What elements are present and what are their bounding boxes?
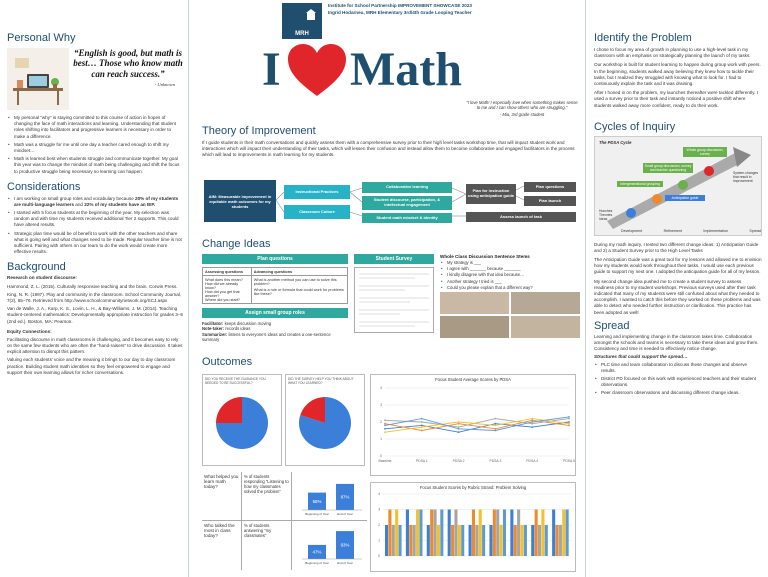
cycle-start-label: Hunches Theories Ideas [599,208,613,221]
table-cell [251,276,347,304]
data-point [384,423,386,425]
list-item: • Math was a struggle for me until one day a teacher cared enough to shift my mindset… [7,142,183,154]
bar [399,525,402,556]
i-love-math-banner [262,42,462,100]
student-survey-bar: Student Survey [354,254,434,264]
theory-heading: Theory of Improvement [202,125,316,137]
bar [552,510,555,557]
change-idea-box: Plan launch [524,196,576,206]
bar [413,525,416,556]
y-tick-label: 0 [378,554,380,559]
y-tick-label: 2 [380,420,382,425]
bar [419,510,422,557]
y-tick-label: 0 [380,454,382,459]
bar-value-label: 58% [312,498,322,504]
role-item [202,332,348,343]
assign-roles-bar: Assign small group roles [202,308,348,318]
data-point [568,423,570,425]
bar-category-label: Beginning of Year [305,561,329,565]
grouped-bar-chart-panel [370,482,576,572]
question: What does this mean? [205,277,243,282]
bar [520,525,523,556]
role-name: Facilitator: [202,321,224,326]
data-point [568,418,570,420]
bar [458,525,461,556]
list-item: • Math is learned best when students struggle and communicate together. My goal this year was to change the mindset of math being challenging and shift the focus to productive struggle being necessary so learning can happen. [7,156,183,175]
bar [434,510,437,557]
pie-chart-1 [203,387,281,463]
bar [517,510,520,557]
personal-why-list [7,115,183,175]
data-point [568,425,570,427]
data-point [531,426,533,428]
data-point [384,425,386,427]
bar-category-label: End of Year [337,561,353,565]
x-tick-label: PDSA 4 [526,459,539,463]
survey-question: What helped you learn math today? [202,472,242,520]
grouped-bar-chart [371,490,575,568]
survey-pct-label: % of students answering “my classmates” [242,521,292,570]
data-point [495,418,497,420]
list-item: • Could you please explain that a different way? [440,285,580,291]
data-point [458,421,460,423]
axis-label: Refinement [663,228,682,233]
data-point [421,421,423,423]
column-divider-left [188,0,189,577]
cycles-heading: Cycles of Inquiry [594,120,676,133]
bar [475,525,478,556]
bar [496,510,499,557]
primary-driver-box: Instructional Practices [284,185,350,199]
cycle-goal-label: System changes that result in improvement [733,170,759,183]
list-item: • I kindly disagree with that idea because… [440,272,580,278]
data-point [531,419,533,421]
role-name: Note-taker: [202,326,225,332]
question: What is a rule or formula that could work for problems like these? [253,287,344,296]
bar [510,510,513,557]
pie-chart-2 [286,387,364,463]
survey-results-grid [202,472,367,572]
table-row [203,276,348,304]
header-text [328,3,578,17]
pdsa-cycle-title: The PDSA Cycle [599,139,632,145]
column-header: Assessing questions [203,268,252,276]
bar [472,510,475,557]
line-chart-title: Focus Student Average Scores by PDSA [435,377,511,382]
pie-chart-2-panel [285,374,365,466]
line-chart [371,382,575,470]
bar-category-label: End of Year [337,512,353,516]
role-desc: listens to everyone’s ideas and creates a one-sentence summary [202,331,331,343]
data-point [458,423,460,425]
data-point [531,418,533,420]
line-chart-panel [370,374,576,476]
y-tick-label: 4 [380,386,382,391]
bold-text: 20% of my students are multi-language learners [14,195,179,207]
equity-paragraph: Valuing each students’ voice and the meaning it brings to our day to day classroom practice. Building student math identities so they feel empowered to engage and support their own learning allows for richer conversations. [7,357,176,375]
table-cell [203,276,252,304]
bold-text: 22% of my students have an IEP. [84,201,156,207]
bar [493,510,496,557]
bar [500,525,503,556]
personal-why-heading: Personal Why [7,32,76,44]
pie-chart-1-panel [202,374,282,466]
cycle-axis [621,229,761,233]
reference: Hammond, Z. L. (2015). Culturally responsive teaching and the brain. Corwin Press. [7,283,178,289]
reference: Van de Walle, J. A., Karp, K. S., Lovin, L. H., & Bay-Williams, J. M. (2014). Teaching student-centered mathematics: Developmentally appropriate instruction for grades 3–5 (2nd ed.). Boston, MA: Pearson. [7,306,183,324]
data-point [495,425,497,427]
reference: King, N. R. (1997). Play and community in the classroom. School Community Journal, 7(2), 65–76. Retrieved from http://www.schoolcommunitynetwork.org/SCJ.aspx [7,291,182,303]
data-point [495,423,497,425]
desk-illustration-icon [7,48,69,110]
y-tick-label: 1 [380,437,382,442]
data-point [421,425,423,427]
bar [482,525,485,556]
text: and [74,201,85,207]
plan-questions-bar: Plan questions [202,254,348,264]
bar [503,510,506,557]
banner-word-math: Math [350,43,462,96]
bar [469,525,472,556]
data-point [458,426,460,428]
bar [461,525,464,556]
axis-label: Development [621,228,643,233]
bar [566,510,569,557]
classroom-photo [511,316,580,338]
bar [559,525,562,556]
theory-text: If I guide students in their math conversations and quickly assess them with a comprehensive survey prior to their high level tasks workshop time, that will impact student work and interactions which will impact their understanding of their tasks, which will lessen their confusion and instead allow them to become collaborative and engaged facilitators in the process which will lead to improvements in math learning for my students. [202,140,575,158]
quote-attribution: - Unknown [154,82,175,88]
column-header: Advancing questions [251,268,347,276]
x-tick-label: PDSA 3 [489,459,502,463]
identify-heading: Identify the Problem [594,32,692,44]
x-tick-label: Baseline [378,459,392,463]
y-tick-label: 4 [378,492,380,497]
bar [440,510,443,557]
data-point [495,430,497,432]
driver-diagram [204,180,578,230]
data-point [384,419,386,421]
bar-value-label: 47% [312,549,322,555]
bar [514,525,517,556]
paragraph: During my math inquiry, I tested two different change ideas: 1) Anticipation Guide and 2) a Student Survey prior to the High Level Tasks [594,241,759,253]
secondary-driver-box: Student math mindset & identity [362,213,452,223]
bar [409,525,412,556]
spread-heading: Spread [594,319,630,332]
right-column [594,2,762,398]
list-item: • PLC time and team collaboration to discuss these changes and observe results. [594,362,762,374]
outcomes-heading: Outcomes [202,356,253,368]
bar [427,525,430,556]
equity-heading: Equity Connections: [7,328,52,334]
table-row [203,268,348,276]
bar [545,525,548,556]
data-point [458,431,460,433]
classroom-photos [440,292,580,338]
left-column [7,2,183,376]
list-item: • Peer classroom observations and discussing different change ideas. [594,390,762,396]
bar [541,510,544,557]
survey-worksheet-image [354,267,434,333]
data-point [458,428,460,430]
bar [451,525,454,556]
data-point [531,421,533,423]
survey-bar-chart-2 [292,521,367,570]
bar [454,510,457,557]
desk-illustration [7,48,69,110]
axis-label: Implementation [703,228,728,233]
pie-chart-2-title: DID THE SURVEY HELP YOU THINK ABOUT WHAT YOU LEARNED? [288,377,354,385]
cycle-arrow-label: Anticipation guide [665,195,705,201]
roles-list [202,321,348,343]
survey-question: Who talked the most in class today? [202,521,242,570]
bar [524,525,527,556]
x-tick-label: PDSA 2 [452,459,465,463]
y-tick-label: 1 [378,538,380,543]
bar [531,525,534,556]
author-line: Ingrid Hodarneu, MRH Elementary 3rd/4th Grade Looping Teacher [328,9,472,15]
bar [388,510,391,557]
text: I am working on small group roles and vocabulary because [14,195,136,201]
classroom-photo [511,292,580,314]
data-point [531,423,533,425]
paragraph: The Anticipation Guide was a great tool for my lessons and allowed me to envision how my students would work throughout their tasks. I would use each previous guide to support my next one. I adopted the anticipation guide for all of my lesson. [594,257,762,275]
list-item [7,196,183,208]
grouped-bar-chart-title: Focus Student Scores by Rubric Strand: Problem Solving [419,485,527,490]
change-ideas-heading: Change Ideas [202,238,271,250]
structures-heading: Structures that could support the spread… [594,354,688,360]
banner-word-i: I [262,43,281,96]
equity-paragraph: Facilitating discourse in math classrooms is challenging, and it becomes easy to rely on the same few students who are often the “hand-raisers” to drive discussion. It takes explicit attention to disrupt this pattern. [7,336,183,355]
paragraph: After I honed in on the problem, my launches thereafter were tackled differently. I used a survey prior to their task and instantly noticed a positive shift where students walked away more confident, ready to do their work. [594,90,759,108]
stems-title: Whole Class Discussion Sentence Stems [440,254,530,259]
cycle-arrow-label: Whole group discussion, survey [683,147,727,157]
change-idea-box: Plan questions [524,182,576,192]
list-item: • District PD focused on this work with experienced teachers and their student observations. [594,376,762,388]
bar [406,510,409,557]
bar [489,525,492,556]
pie-chart-1-title: DID YOU RECEIVE THE GUIDANCE YOU NEEDED TO BE SUCCESSFUL? [205,377,266,385]
data-point [421,430,423,432]
y-tick-label: 2 [378,523,380,528]
y-tick-label: 3 [380,403,382,408]
student-quote-attribution: - Mia, 3rd grade student [499,111,545,117]
school-logo [282,3,322,39]
personal-why-quote: “English is good, but math is best… Those who know math can reach success.” [73,48,183,79]
paragraph: I chose to focus my area of growth in planning to use a high-level task in my classroom with an emphasis on strategically planning the launch of my tasks. [594,47,751,59]
bar [448,510,451,557]
heart-icon [288,44,346,98]
spread-list [594,362,762,397]
bar-value-label: 87% [340,494,350,500]
bar [416,510,419,557]
aim-box: AIM: Measurable improvement in equitable math outcomes for my students [204,180,276,222]
questions-table [202,267,348,304]
data-point [384,428,386,430]
pie-slice [216,397,242,423]
pdsa-cycle-diagram [594,136,762,236]
plan-questions-panel [202,254,348,343]
change-idea-box: Assess launch of task [466,212,576,222]
list-item: • I agree with _______ because _______ [440,266,580,272]
background-body [7,275,183,376]
quote-block [73,48,183,110]
question: What is another method you can use to solve this problem? [253,277,337,286]
paragraph: My second change idea pushed me to create a student survey to assess readiness prior to my student workshops. Previous surveys used after their task indicated that many of my students were still confused about what they needed to accomplish. I wanted to catch this before they worked on these problems and was able to detect who needed further instruction or clarification. This practice has been adopted as well! [594,278,761,315]
background-heading: Background [7,261,66,274]
data-point [384,431,386,433]
research-heading: Research on student discourse: [7,275,77,281]
x-tick-label: PDSA 5 [563,459,575,463]
logo-building-icon [306,8,316,20]
considerations-heading: Considerations [7,180,81,193]
bar [395,510,398,557]
survey-bar-chart-1 [292,472,367,521]
data-point [568,421,570,423]
bar [555,525,558,556]
cycle-arrow-label: Intergenerational grouping [617,181,663,187]
column-divider-right [585,0,586,577]
data-point [568,416,570,418]
bar [479,510,482,557]
question: Where did you start? [205,297,241,302]
classroom-photo [440,316,509,338]
sentence-stems-panel [440,254,580,338]
cycle-arrow-label: Small group discussion, survey and teacher questioning [644,163,692,172]
list-item: • Another strategy I tried is ___ [440,279,580,285]
survey-row [202,521,367,570]
bar [437,525,440,556]
role-desc: keeps discussion moving [223,321,272,326]
student-quote-block [466,100,578,117]
considerations-list [7,196,183,256]
survey-row [202,472,367,521]
personal-why-quote-row [7,48,183,110]
stems-list [440,260,580,290]
list-item: • Strategic plan time would be of benefit to work with the other teachers and share what is going well and what changes need to be made. Regular teacher time is not sufficient. Pairing with others on our team to do the work would create more effective results. [7,231,183,256]
bar [392,525,395,556]
bar [385,525,388,556]
data-point [495,428,497,430]
bar-category-label: Beginning of Year [305,512,329,516]
bar [430,510,433,557]
bar [535,510,538,557]
pdsa-ramp-icon [595,137,763,237]
student-quote: “I love Math! I especially love when something makes sense to me and I can show others who are struggling.” [466,100,578,111]
list-item: • My strategy is ___ [440,260,580,266]
question: How did you get that answer? [205,289,240,298]
survey-pct-label: % of students responding “Listening to how my classmates solved the problem” [242,472,292,520]
primary-driver-box: Classroom Culture [284,205,350,219]
worksheet-lines-icon [355,268,433,332]
spread-text: Learning and implementing change in the classroom takes time. Collaboration amongst the schools and teams is necessary to take these ideas and grow them. Consistency and time is needed to effectively notice change. [594,333,759,352]
logo-text: MRH [295,31,309,37]
cycles-body [594,242,762,316]
secondary-driver-box: Collaborative learning [362,182,452,193]
identify-body [594,47,762,109]
student-survey-panel [354,254,434,333]
question: How did we already know? [205,281,239,290]
list-item: • My personal “why” is staying committed to this course of action in hopes of changing the face of math interactions and learning. Understanding that student roles shifting into facilitators and progressive learners is necessary in order to make a difference. [7,115,183,140]
bar-value-label: 93% [340,542,350,548]
y-tick-label: 3 [378,507,380,512]
paragraph: Our workshop is built for student learning to happen during group work with peers. In the beginning, students walked away believing they knew how to tackle their tasks, but I realized they struggled with knowing what to look for. I had to continuously explain the task and it was draining. [594,62,761,86]
role-desc: records ideas [224,326,251,332]
role-name: Summarizer: [202,331,228,337]
institute-title: Institute for School Partnership IMPROVEMENT SHOWCASE 2023 [328,3,472,8]
bar [538,525,541,556]
classroom-photo [440,292,509,314]
data-point [421,426,423,428]
bar [562,510,565,557]
axis-label: Spread [749,228,761,233]
x-tick-label: PDSA 1 [415,459,428,463]
list-item: • I started with 5 focus students at the beginning of the year. My selection was random and with time my students received additional Tier 2 supports. This could have altered results. [7,210,183,229]
secondary-driver-box: Student discourse, participation, & intellectual engagement [362,196,452,210]
data-point [421,418,423,420]
change-idea-box: Plan for instruction using anticipation guide [466,184,516,204]
